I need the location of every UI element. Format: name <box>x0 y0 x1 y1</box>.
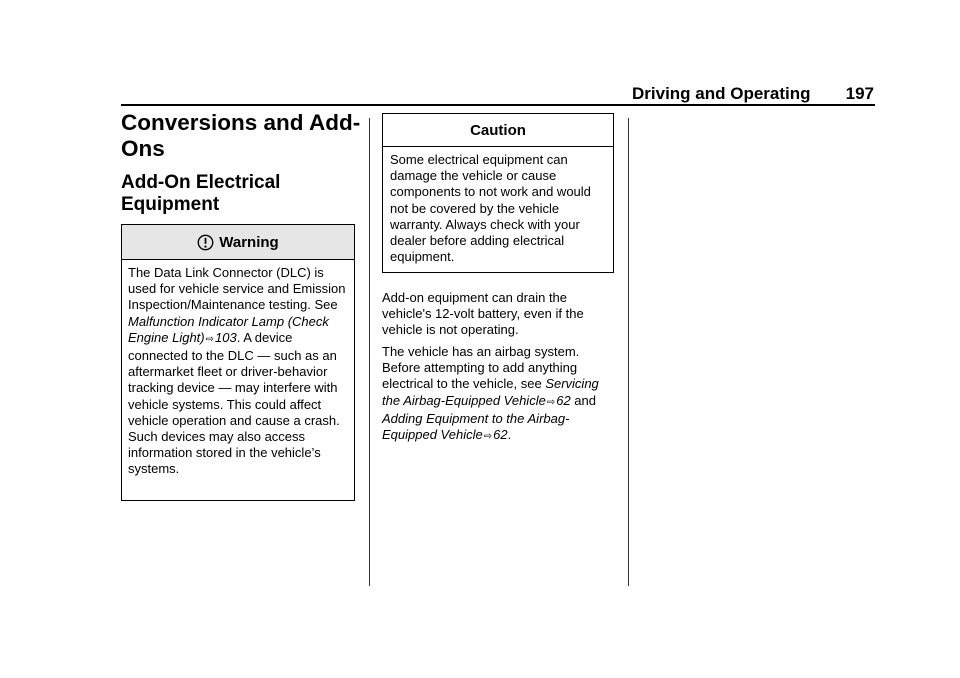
airbag-text-3: . <box>507 427 512 443</box>
airbag-text-2: and <box>570 392 596 408</box>
warning-box <box>121 224 355 501</box>
warning-header <box>122 225 354 260</box>
link-adding-equipment-airbag-vehicle[interactable]: Adding Equipment to the Airbag-Equipped Vehicle <box>382 410 570 443</box>
caution-body: Some electrical equipment can damage the vehicle or cause components to not work and would not be covered by the vehicle warranty. Always check with your dealer before adding electrical equipment. <box>390 152 591 265</box>
page-header <box>632 84 874 104</box>
link-servicing-airbag-vehicle[interactable]: Servicing the Airbag-Equipped Vehicle <box>382 376 599 408</box>
header-rule <box>121 104 875 106</box>
body-paragraph-airbag <box>382 344 620 445</box>
caution-header <box>383 114 613 147</box>
warning-icon <box>197 234 214 251</box>
section-title: Driving and Operating <box>632 84 811 103</box>
page-ref-arrow-icon: ⇨ <box>205 333 215 345</box>
warning-link-malfunction-lamp[interactable]: Malfunction Indicator Lamp (Check Engine Light) <box>128 313 329 345</box>
page-ref-62-b[interactable]: 62 <box>493 427 508 443</box>
section-heading: Conversions and Add-Ons <box>121 110 361 161</box>
body-paragraph-battery: Add-on equipment can drain the vehicle's 12-volt battery, even if the vehicle is not operating. <box>382 290 584 338</box>
subsection-heading: Add-On Electrical Equipment <box>121 172 281 215</box>
page-ref-arrow-icon: ⇨ <box>483 431 493 443</box>
warning-text-1: The Data Link Connector (DLC) is used for vehicle service and Emission Inspection/Maintenance testing. See <box>128 265 346 313</box>
caution-box <box>382 113 614 273</box>
page-number: 197 <box>845 84 874 103</box>
caution-title: Caution <box>470 121 526 139</box>
warning-title: Warning <box>219 233 279 251</box>
airbag-text-1: The vehicle has an airbag system. Before attempting to add anything electrical to the vehicle, see <box>382 344 580 392</box>
page-ref-62-a[interactable]: 62 <box>556 392 571 408</box>
column-divider-1 <box>369 118 370 586</box>
warning-page-ref[interactable]: 103 <box>215 329 237 345</box>
warning-body <box>122 260 354 478</box>
warning-text-2: . A device connected to the DLC — such as an aftermarket fleet or driver-behavior tracking device — may interfere with vehicle systems. This could affect vehicle operation and cause a crash. Such devices may also access information stored in the vehicle’s systems. <box>128 329 340 477</box>
column-divider-2 <box>628 118 629 586</box>
page-ref-arrow-icon: ⇨ <box>546 396 556 408</box>
